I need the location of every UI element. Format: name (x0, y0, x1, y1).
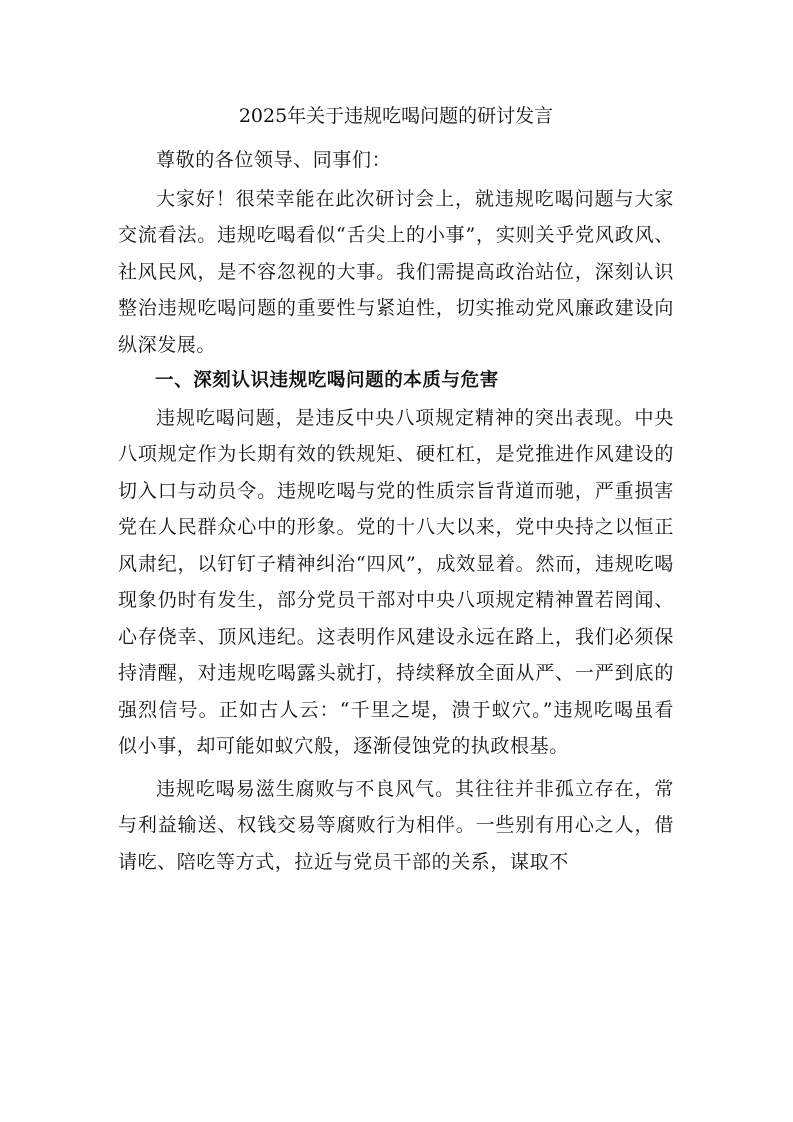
document-body (118, 100, 674, 880)
document-title: 2025年关于违规吃喝问题的研讨发言 (238, 105, 554, 127)
salutation: 尊敬的各位领导、同事们： (156, 149, 392, 171)
section-heading-1: 一、深刻认识违规吃喝问题的本质与危害 (155, 370, 499, 391)
paragraph-corruption: 违规吃喝易滋生腐败与不良风气。其往往并非孤立存在，常与利益输送、权钱交易等腐败行为相伴。一些别有用心之人，借请吃、陪吃等方式，拉近与党员干部的关系，谋取不 (118, 777, 674, 873)
paragraph-intro: 大家好！很荣幸能在此次研讨会上，就违规吃喝问题与大家交流看法。违规吃喝看似“舌尖上的小事”，实则关乎党风政风、社风民风，是不容忽视的大事。我们需提高政治站位，深刻认识整治违规吃喝问题的重要性与紧迫性，切实推动党风廉政建设向纵深发展。 (118, 187, 674, 356)
paragraph-essence: 违规吃喝问题，是违反中央八项规定精神的突出表现。中央八项规定作为长期有效的铁规矩、硬杠杠，是党推进作风建设的切入口与动员令。违规吃喝与党的性质宗旨背道而驰，严重损害党在人民群众心中的形象。党的十八大以来，党中央持之以恒正风肃纪，以钉钉子精神纠治“四风”，成效显着。然而，违规吃喝现象仍时有发生，部分党员干部对中央八项规定精神置若罔闻、心存侥幸、顶风违纪。这表明作风建设永远在路上，我们必须保持清醒，对违规吃喝露头就打，持续释放全面从严、一严到底的强烈信号。正如古人云：“千里之堤，溃于蚁穴。”违规吃喝虽看似小事，却可能如蚁穴般，逐渐侵蚀党的执政根基。 (118, 406, 674, 757)
